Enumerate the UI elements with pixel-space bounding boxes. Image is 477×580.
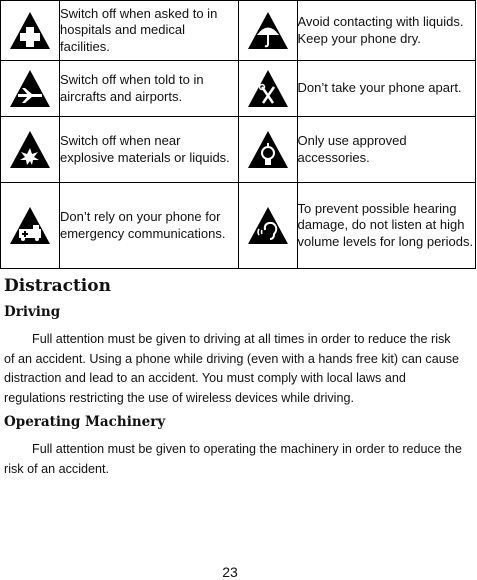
paragraph-operating-machinery: Full attention must be given to operating the machinery in order to reduce the risk of an accident. <box>4 442 462 476</box>
table-cell-text: Only use approved accessories. <box>297 117 476 183</box>
table-row <box>1 61 476 117</box>
safety-icons-table <box>0 0 476 269</box>
icon-cell <box>238 117 297 183</box>
icon-cell <box>1 183 60 269</box>
hearing-ear-icon <box>246 204 290 248</box>
icon-cell <box>1 1 60 61</box>
subheading-operating-machinery: Operating Machinery <box>4 414 166 430</box>
icon-cell <box>238 183 297 269</box>
table-row <box>1 1 476 61</box>
ambulance-icon <box>8 204 52 248</box>
table-cell-text: Switch off when told to in aircrafts and airports. <box>60 61 239 117</box>
icon-cell <box>238 1 297 61</box>
table-row <box>1 117 476 183</box>
airplane-icon <box>8 67 52 111</box>
tools-wrench-screwdriver-icon <box>246 67 290 111</box>
approved-accessory-icon <box>246 128 290 172</box>
table-cell-text: Switch off when asked to in hospitals and medical facilities. <box>60 1 239 61</box>
hospital-cross-icon <box>8 9 52 53</box>
icon-cell <box>1 61 60 117</box>
table-cell-text: Don’t take your phone apart. <box>297 61 476 117</box>
subheading-driving: Driving <box>4 304 61 320</box>
table-row <box>1 183 476 269</box>
page-number: 23 <box>222 564 238 580</box>
paragraph-driving: Full attention must be given to driving at all times in order to reduce the risk of an accident. Using a phone while driving (even with a hands free kit) can cause distraction and lead to an accident. You must comply with local laws and regulations restricting the use of wireless devices while driving. <box>4 332 460 405</box>
table-cell-text: Don’t rely on your phone for emergency communications. <box>60 183 239 269</box>
umbrella-rain-icon <box>246 9 290 53</box>
table-cell-text: To prevent possible hearing damage, do not listen at high volume levels for long periods. <box>297 183 476 269</box>
section-heading-distraction: Distraction <box>4 276 111 296</box>
icon-cell <box>1 117 60 183</box>
table-cell-text: Switch off when near explosive materials or liquids. <box>60 117 239 183</box>
table-cell-text: Avoid contacting with liquids. Keep your phone dry. <box>297 1 476 61</box>
icon-cell <box>238 61 297 117</box>
explosion-icon <box>8 128 52 172</box>
